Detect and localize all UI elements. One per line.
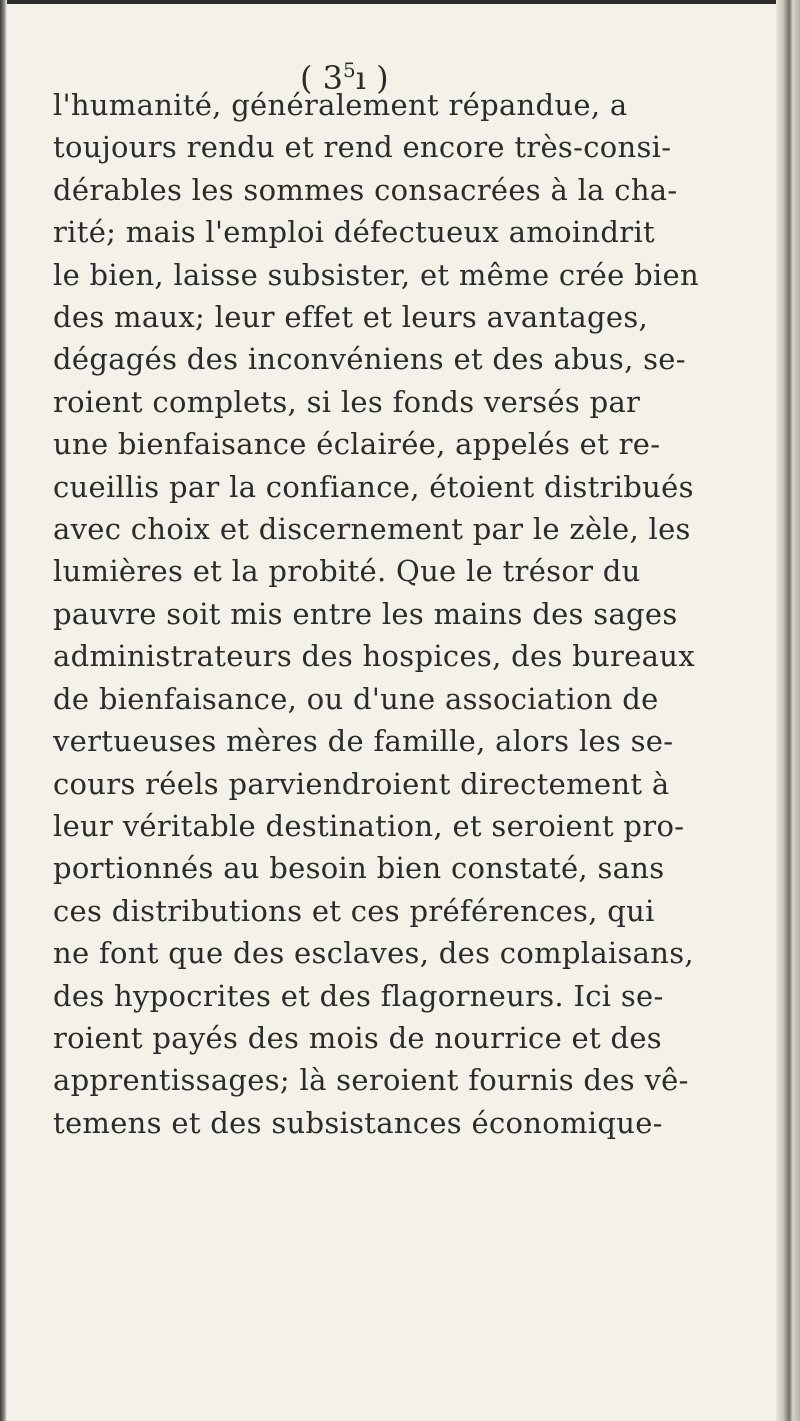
text-line: une bienfaisance éclairée, appelés et re- — [53, 427, 661, 462]
text-line: temens et des subsistances économique- — [53, 1105, 663, 1140]
text-line: toujours rendu et rend encore très-consi- — [53, 130, 672, 165]
text-line: des maux; leur effet et leurs avantages, — [53, 300, 649, 335]
page-number-sup: 5 — [343, 58, 356, 82]
text-line: avec choix et discernement par le zèle, les — [53, 512, 691, 547]
page-number-close: ı ) — [355, 59, 389, 97]
text-line: leur véritable destination, et seroient pro- — [53, 808, 685, 843]
text-line: de bienfaisance, ou d'une association de — [53, 681, 659, 716]
text-line: le bien, laisse subsister, et même crée bien — [53, 257, 699, 292]
text-line: cours réels parviendroient directement à — [53, 766, 670, 801]
text-line: pauvre soit mis entre les mains des sages — [53, 596, 678, 631]
text-line: ne font que des esclaves, des complaisans, — [53, 936, 694, 971]
text-line: apprentissages; là seroient fournis des vê- — [53, 1063, 689, 1098]
text-line: cueillis par la confiance, étoient distribués — [53, 469, 694, 504]
text-line: vertueuses mères de famille, alors les se- — [53, 724, 674, 759]
text-line: portionnés au besoin bien constaté, sans — [53, 851, 665, 886]
text-line: roient complets, si les fonds versés par — [53, 384, 641, 419]
text-line: l'humanité, généralement répandue, a — [53, 88, 628, 122]
text-line: administrateurs des hospices, des bureaux — [53, 639, 695, 674]
text-line: dérables les sommes consacrées à la cha- — [53, 172, 678, 207]
text-line: dégagés des inconvéniens et des abus, se- — [53, 342, 686, 377]
text-line: ces distributions et ces préférences, qui — [53, 893, 655, 928]
text-line: rité; mais l'emploi défectueux amoindrit — [53, 215, 655, 250]
text-line: lumières et la probité. Que le trésor du — [53, 554, 641, 589]
page-left-edge — [0, 0, 7, 1421]
text-line: des hypocrites et des flagorneurs. Ici se- — [53, 978, 664, 1013]
page-number-open: ( 3 — [300, 59, 344, 97]
body-text — [53, 84, 753, 1144]
page-top-edge — [0, 0, 800, 4]
page-binding-edge — [776, 0, 800, 1421]
text-line: roient payés des mois de nourrice et des — [53, 1020, 662, 1055]
